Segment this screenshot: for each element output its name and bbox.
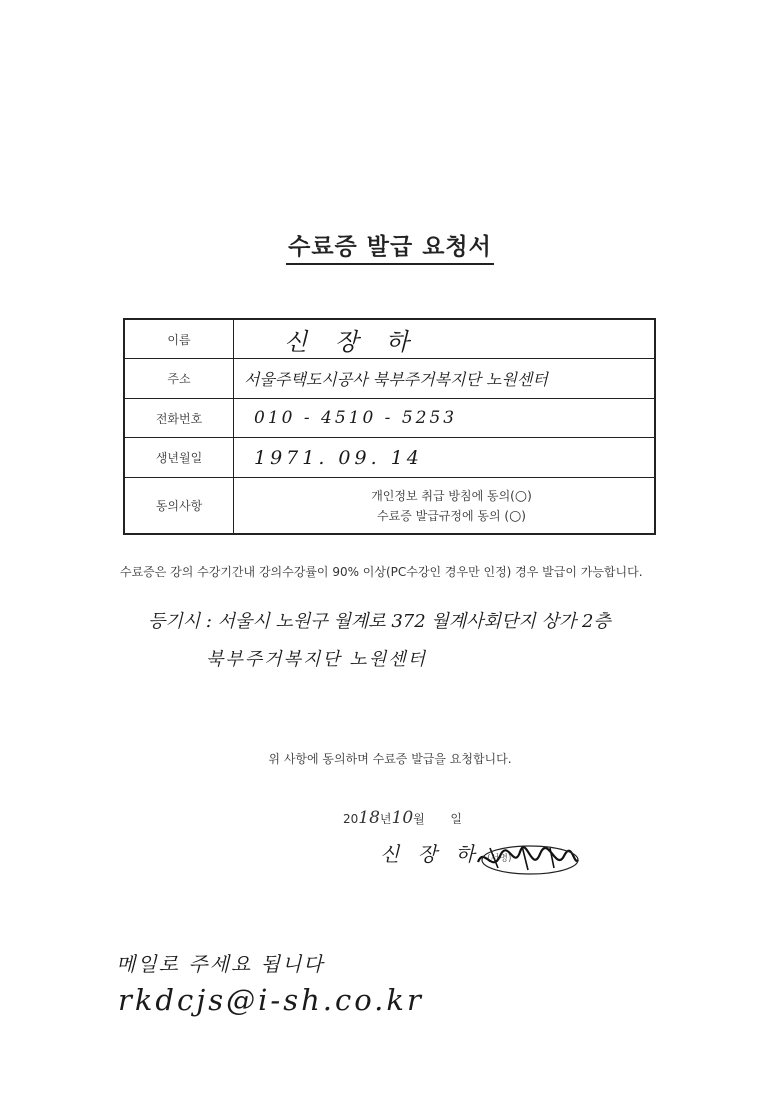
value-phone bbox=[234, 399, 654, 437]
date-year-prefix: 20 bbox=[343, 812, 359, 826]
row-address bbox=[125, 359, 654, 399]
name-handwritten: 신 장 하 bbox=[284, 327, 419, 356]
label-consent: 동의사항 bbox=[125, 478, 234, 533]
date-month-suffix: 월 bbox=[413, 812, 425, 826]
document-title bbox=[0, 228, 780, 261]
label-address: 주소 bbox=[125, 359, 234, 398]
mailing-line-1: 등기시 : 서울시 노원구 월계로 372 월계사회단지 상가 2층 bbox=[148, 611, 611, 632]
request-form-table bbox=[123, 318, 656, 535]
date-year-handwritten: 18 bbox=[358, 808, 380, 828]
value-birthdate bbox=[234, 438, 654, 477]
consent-privacy-close: ) bbox=[527, 488, 532, 503]
seal-label: (서명) bbox=[487, 854, 512, 864]
row-consent bbox=[125, 478, 654, 533]
handwritten-signature-icon bbox=[470, 840, 580, 880]
agreement-statement: 위 사항에 동의하며 수료증 발급을 요청합니다. bbox=[268, 752, 512, 766]
row-phone bbox=[125, 399, 654, 438]
consent-items bbox=[234, 478, 654, 533]
value-address bbox=[234, 359, 654, 398]
date-day-suffix: 일 bbox=[450, 812, 462, 826]
phone-handwritten: 010 - 4510 - 5253 bbox=[254, 408, 458, 428]
issuance-note: 수료증은 강의 수강기간내 강의수강률이 90% 이상(PC수강인 경우만 인정) 경우 발급이 가능합니다. bbox=[120, 565, 643, 579]
date-month-handwritten: 10 bbox=[391, 808, 414, 828]
date-year-suffix: 년 bbox=[379, 812, 392, 826]
row-birthdate bbox=[125, 438, 654, 478]
label-name: 이름 bbox=[125, 320, 234, 358]
mailing-line-2: 북부주거복지단 노원센터 bbox=[206, 649, 427, 670]
label-birthdate: 생년월일 bbox=[125, 438, 234, 477]
birthdate-handwritten: 1971. 09. 14 bbox=[254, 446, 423, 469]
address-handwritten: 서울주택도시공사 북부주거복지단 노원센터 bbox=[244, 370, 548, 389]
footer-note: 메일로 주세요 됩니다 bbox=[116, 952, 325, 976]
consent-privacy-mark: ○ bbox=[514, 487, 528, 504]
consent-rules-text: 수료증 발급규정에 동의 ( bbox=[377, 508, 510, 523]
value-name bbox=[234, 320, 654, 358]
consent-rules-close: ) bbox=[521, 508, 526, 523]
row-name bbox=[125, 320, 654, 359]
consent-privacy-text: 개인정보 취급 방침에 동의( bbox=[371, 488, 515, 503]
label-phone: 전화번호 bbox=[125, 399, 234, 437]
consent-rules-mark: ○ bbox=[509, 507, 522, 524]
footer-email: rkdcjs@i-sh.co.kr bbox=[118, 983, 424, 1017]
consent-certificate-rules bbox=[377, 506, 526, 526]
title-text: 수료증 발급 요청서 bbox=[286, 234, 494, 265]
request-date bbox=[343, 808, 462, 828]
consent-privacy bbox=[371, 486, 532, 506]
signature-name: 신 장 하 bbox=[380, 842, 481, 866]
